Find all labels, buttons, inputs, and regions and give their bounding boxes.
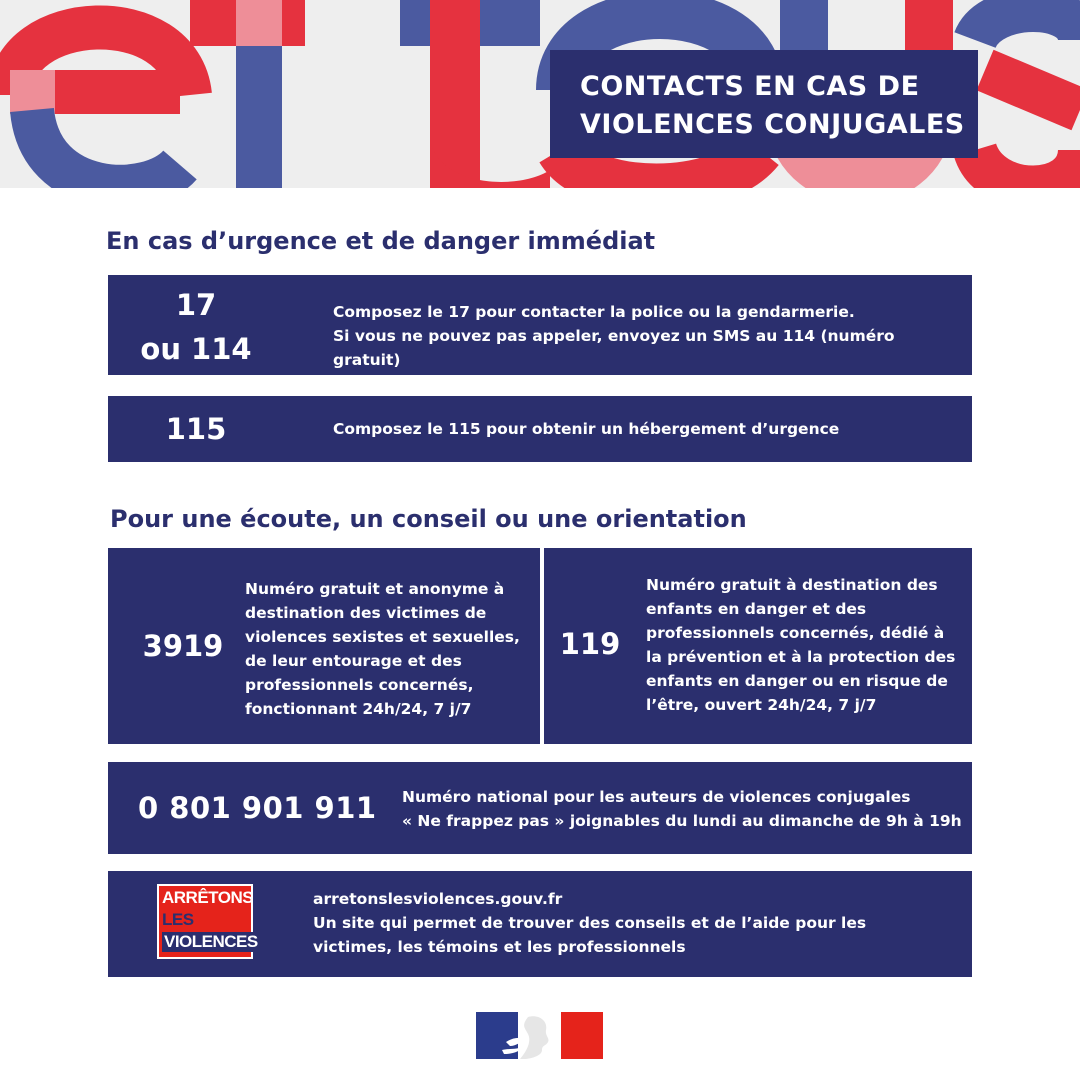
header-banner (0, 0, 1080, 188)
section-heading-listening: Pour une écoute, un conseil ou une orientation (110, 505, 747, 533)
number-3919: 3919 (142, 629, 224, 663)
desc-119-line3: professionnels concernés, dédié à (646, 624, 945, 642)
police-desc-line1: Composez le 17 pour contacter la police ou la gendarmerie. (333, 303, 855, 321)
desc-3919-line2: destination des victimes de (245, 604, 487, 622)
police-number-line2: ou 114 (140, 332, 252, 366)
desc-119-line2: enfants en danger et des (646, 600, 867, 618)
desc-3919-line6: fonctionnant 24h/24, 7 j/7 (245, 700, 472, 718)
section-heading-emergency: En cas d’urgence et de danger immédiat (106, 227, 656, 255)
housing-desc: Composez le 115 pour obtenir un hébergement d’urgence (333, 420, 840, 438)
police-number-line1: 17 (175, 288, 217, 322)
website-desc-line2: victimes, les témoins et les professionnels (313, 938, 686, 956)
marianne-logo (476, 1012, 603, 1059)
card-housing (108, 396, 972, 462)
banner-title-line2: VIOLENCES CONJUGALES (580, 109, 965, 140)
logo-line3: VIOLENCES (164, 932, 258, 951)
authors-number: 0 801 901 911 (138, 791, 377, 825)
arretons-les-violences-logo (157, 884, 258, 959)
website-desc-line1: Un site qui permet de trouver des conseils et de l’aide pour les (313, 914, 867, 932)
desc-3919-line4: de leur entourage et des (245, 652, 462, 670)
desc-119-line1: Numéro gratuit à destination des (646, 576, 938, 594)
desc-119-line4: la prévention et à la protection des (646, 648, 956, 666)
card-119 (544, 548, 972, 744)
desc-119-line6: l’être, ouvert 24h/24, 7 j/7 (646, 696, 877, 714)
card-police (108, 275, 972, 375)
desc-3919-line1: Numéro gratuit et anonyme à (245, 580, 505, 598)
card-3919 (108, 548, 540, 744)
logo-line2: LES (162, 910, 194, 929)
big-letter-t (190, 0, 305, 188)
desc-3919-line5: professionnels concernés, (245, 676, 474, 694)
police-desc-line2: Si vous ne pouvez pas appeler, envoyez un SMS au 114 (numéro gratuit) (333, 327, 895, 369)
banner-title-box (550, 50, 978, 158)
big-letter-t2 (400, 0, 550, 188)
website-url[interactable]: arretonslesviolences.gouv.fr (313, 890, 563, 908)
number-119: 119 (559, 627, 621, 661)
big-letter-e (10, 10, 190, 188)
authors-desc-line1: Numéro national pour les auteurs de violences conjugales (402, 788, 911, 806)
logo-line1: ARRÊTONS (162, 888, 254, 907)
desc-3919-line3: violences sexistes et sexuelles, (245, 628, 520, 646)
desc-119-line5: enfants en danger ou en risque de (646, 672, 948, 690)
authors-desc-line2: « Ne frappez pas » joignables du lundi au dimanche de 9h à 19h (402, 812, 962, 830)
banner-title-line1: CONTACTS EN CAS DE (580, 71, 920, 102)
card-authors (108, 762, 972, 854)
housing-number: 115 (165, 412, 227, 446)
